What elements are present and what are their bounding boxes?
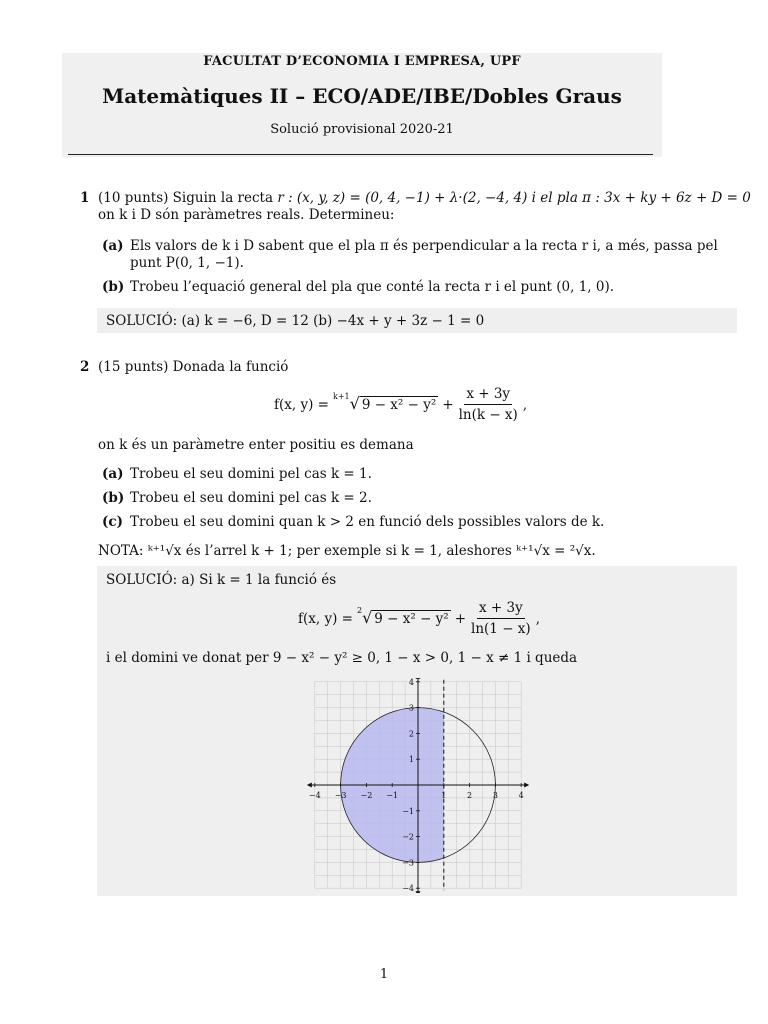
question-1b-label: (b) (102, 279, 125, 295)
x-tick-label: −1 (386, 791, 399, 800)
y-tick-label: 1 (408, 755, 414, 765)
page-number: 1 (379, 967, 389, 982)
question-1-points: (10 punts) Siguin la recta r : (x, y, z) = (0, 4, −1) + λ·(2, −4, 4) i el pla π : 3x + ky + 6z + D = 0 (98, 190, 751, 206)
x-axis-arrow (524, 783, 529, 788)
question-1-solution: SOLUCIÓ: (a) k = −6, D = 12 (b) −4x + y + 3z − 1 = 0 (106, 313, 485, 329)
formula-lhs: f(x, y) = (274, 396, 329, 413)
y-axis-arrow-bottom (416, 891, 421, 893)
sol-root-body: 9 − x² − y² (374, 611, 449, 627)
question-2-intro: (15 punts) Donada la funció (98, 359, 289, 375)
y-axis-arrow (416, 678, 421, 679)
question-2-note: NOTA: ᵏ⁺¹√x és l’arrel k + 1; per exemple si k = 1, aleshores ᵏ⁺¹√x = ²√x. (98, 543, 596, 559)
question-1-line-math: r : (x, y, z) = (0, 4, −1) + λ·(2, −4, 4) i el pla π : 3x + ky + 6z + D = 0 (277, 190, 751, 206)
faculty-name: FACULTAT D’ECONOMIA I EMPRESA, UPF (203, 54, 521, 69)
question-1-number: 1 (80, 190, 90, 206)
x-tick-label: −4 (308, 791, 321, 800)
question-2c-label: (c) (102, 514, 123, 530)
y-tick-label: −3 (402, 858, 414, 868)
question-1a-label: (a) (102, 238, 124, 254)
solution-formula-lhs: f(x, y) = (298, 610, 353, 627)
solution-formula (298, 600, 540, 637)
sol-plus-sign: + (454, 610, 467, 627)
question-2-solution-intro: SOLUCIÓ: a) Si k = 1 la funció és (106, 572, 337, 588)
sol-formula-comma: , (535, 610, 540, 627)
y-tick-label: 4 (408, 678, 414, 687)
question-1-line2: on k i D són paràmetres reals. Determineu: (98, 207, 395, 223)
x-tick-label: 2 (467, 791, 473, 800)
fraction-numerator: x + 3y (464, 386, 512, 405)
formula-comma: , (522, 396, 528, 413)
question-1a-line1: Els valors de k i D sabent que el pla π és perpendicular a la recta r i, a més, passa pel (130, 238, 718, 254)
sol-root-index: 2 (356, 606, 363, 615)
sol-fraction-numerator: x + 3y (477, 600, 525, 619)
x-tick-label: 1 (441, 791, 447, 800)
solution-fraction (469, 600, 533, 637)
question-2b-label: (b) (102, 490, 125, 506)
question-2c-text: Trobeu el seu domini quan k > 2 en funció dels possibles valors de k. (130, 514, 605, 530)
exam-title: Matemàtiques II – ECO/ADE/IBE/Dobles Graus (102, 84, 622, 108)
formula-fraction (457, 386, 520, 423)
x-axis-arrow-left (307, 783, 312, 788)
root-body: 9 − x² − y² (361, 397, 437, 413)
fraction-denominator: ln(k − x) (458, 407, 518, 423)
question-2a-text: Trobeu el seu domini pel cas k = 1. (130, 466, 372, 482)
domain-plot (300, 678, 540, 893)
plot-axes (307, 678, 529, 893)
question-2b-text: Trobeu el seu domini pel cas k = 2. (130, 490, 372, 506)
x-tick-label: −2 (360, 791, 373, 800)
question-2-after-formula: on k és un paràmetre enter positiu es demana (98, 437, 414, 453)
radical-sign: √ (349, 394, 360, 413)
question-1a-line2: punt P(0, 1, −1). (130, 255, 244, 271)
plus-sign: + (442, 396, 454, 413)
sol-radical-sign: √ (362, 608, 373, 627)
root-index: k+1 (332, 392, 350, 401)
question-2a-label: (a) (102, 466, 124, 482)
y-tick-label: 3 (408, 703, 414, 713)
x-tick-label: −3 (334, 791, 347, 800)
domain-description: i el domini ve donat per 9 − x² − y² ≥ 0, 1 − x > 0, 1 − x ≠ 1 i queda (106, 650, 578, 666)
y-tick-label: −2 (402, 832, 414, 842)
y-tick-label: −4 (402, 884, 414, 893)
y-tick-label: 2 (408, 729, 414, 739)
sol-fraction-denominator: ln(1 − x) (471, 621, 531, 637)
question-2-number: 2 (80, 359, 90, 375)
square-root (356, 606, 451, 627)
x-tick-label: 3 (492, 791, 498, 800)
exam-subtitle: Solució provisional 2020-21 (270, 122, 454, 137)
header-rule (68, 154, 653, 155)
question-1b-text: Trobeu l’equació general del pla que conté la recta r i el punt (0, 1, 0). (130, 279, 615, 295)
y-tick-label: −1 (402, 806, 414, 816)
function-formula (274, 386, 527, 423)
nth-root (332, 392, 438, 413)
x-tick-label: 4 (518, 791, 524, 800)
